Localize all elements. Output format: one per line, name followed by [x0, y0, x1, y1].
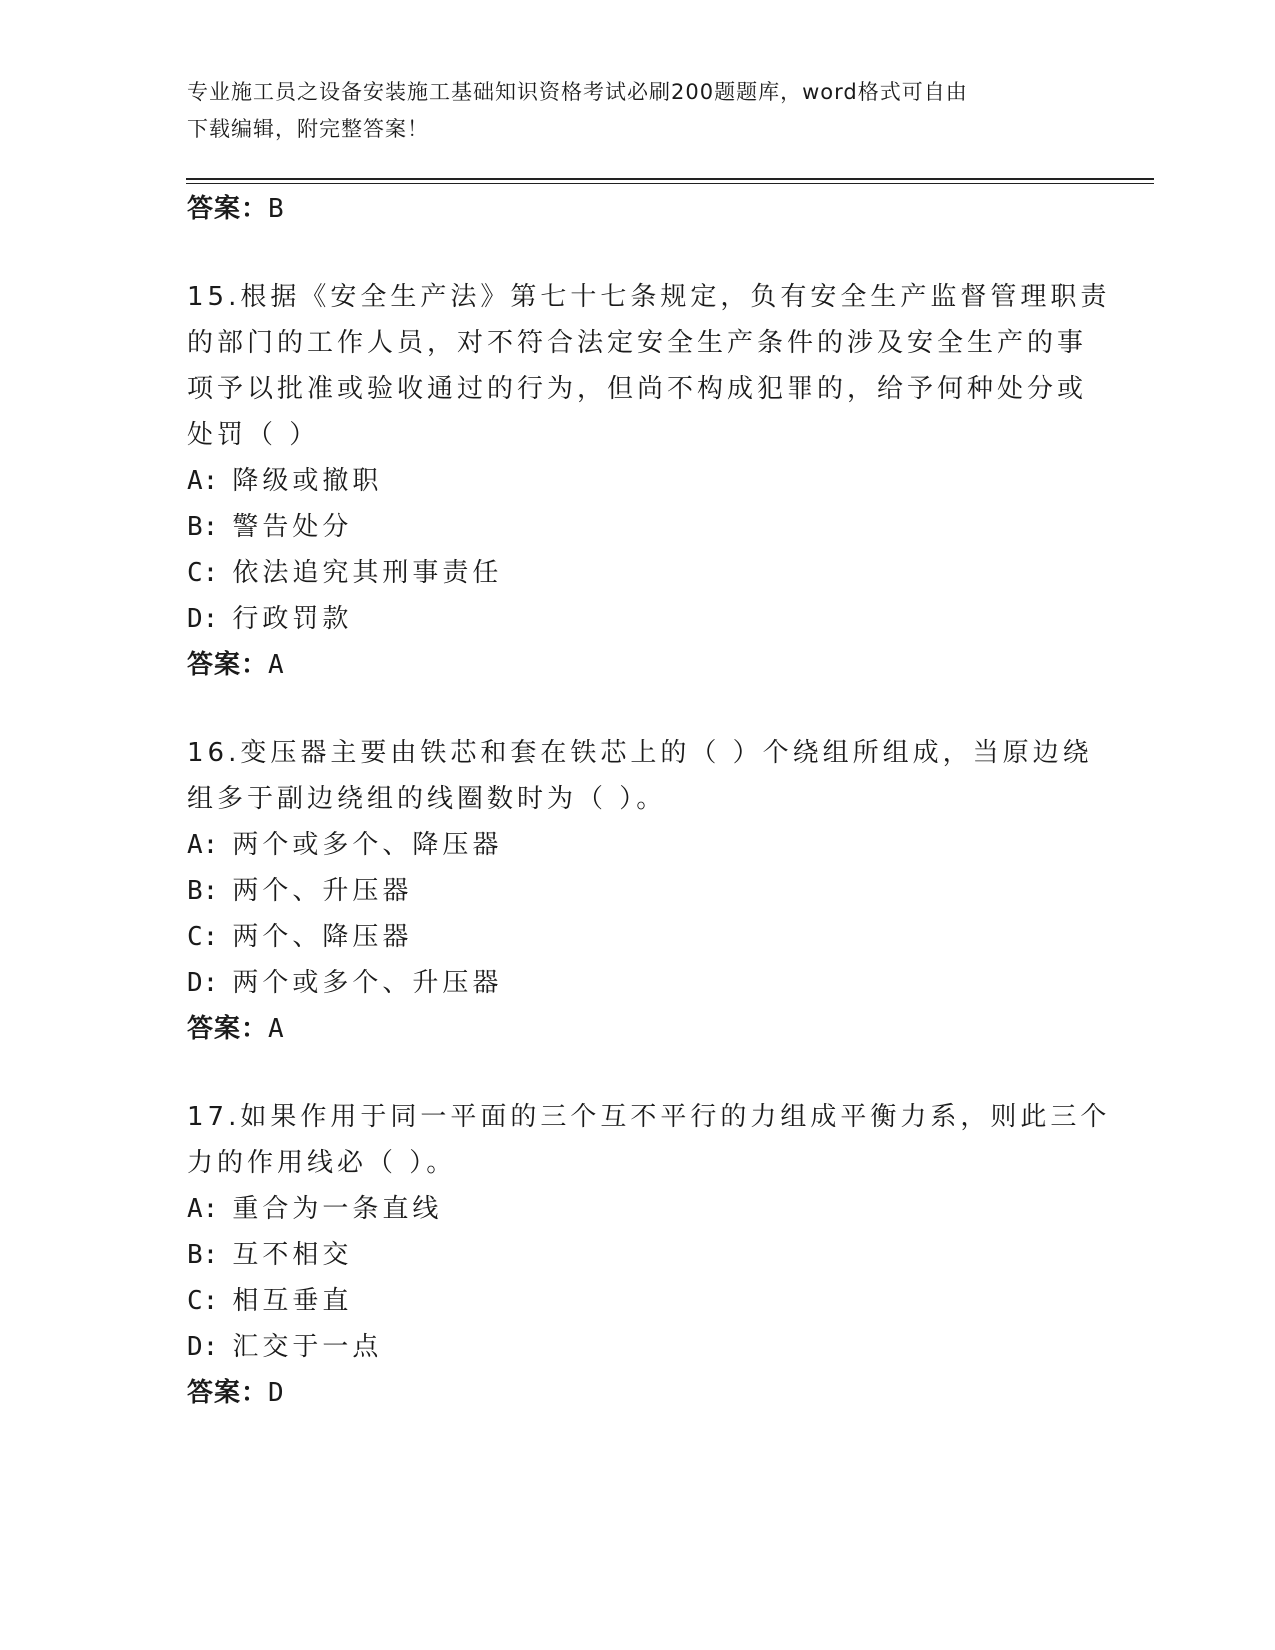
- option-text: 行政罚款: [232, 604, 353, 634]
- option-b: [187, 504, 1087, 550]
- question-text-line: 的部门的工作人员，对不符合法定安全生产条件的涉及安全生产的事: [187, 328, 1088, 358]
- header-divider-thick: [186, 178, 1154, 180]
- answer-label: 答案：: [187, 1014, 269, 1044]
- option-letter: C:: [187, 922, 219, 952]
- option-c: [187, 550, 1087, 596]
- question-text-line: 力的作用线必（ ）。: [187, 1148, 457, 1178]
- option-b: [187, 868, 1087, 914]
- question-15: [187, 274, 1111, 688]
- option-a: [187, 458, 1087, 504]
- option-d: [187, 596, 1087, 642]
- question-text-line: 17.如果作用于同一平面的三个互不平行的力组成平衡力系，则此三个: [187, 1102, 1111, 1132]
- document-header: [187, 74, 1067, 148]
- header-divider-thin: [186, 183, 1154, 184]
- option-letter: D:: [187, 968, 219, 998]
- header-line-2: 下载编辑，附完整答案！: [187, 117, 429, 141]
- option-text: 相互垂直: [232, 1286, 353, 1316]
- option-a: [187, 822, 1087, 868]
- answer-label: 答案：: [187, 1378, 269, 1408]
- option-text: 两个或多个、降压器: [232, 830, 503, 860]
- question-16: [187, 730, 1093, 1052]
- option-text: 降级或撤职: [232, 466, 383, 496]
- option-c: [187, 1278, 1087, 1324]
- option-letter: C:: [187, 1286, 219, 1316]
- option-text: 互不相交: [232, 1240, 353, 1270]
- question-content: [187, 186, 1111, 1416]
- question-answer: [187, 1006, 1087, 1052]
- option-d: [187, 1324, 1087, 1370]
- option-letter: C:: [187, 558, 219, 588]
- question-answer: [187, 1370, 1087, 1416]
- option-text: 两个、升压器: [232, 876, 413, 906]
- question-text-line: 15.根据《安全生产法》第七十七条规定，负有安全生产监督管理职责: [187, 282, 1111, 312]
- option-text: 警告处分: [232, 512, 353, 542]
- answer-value: D: [268, 1378, 285, 1408]
- answer-value: A: [268, 1014, 285, 1044]
- option-letter: B:: [187, 512, 219, 542]
- question-text-line: 项予以批准或验收通过的行为，但尚不构成犯罪的，给予何种处分或: [187, 374, 1088, 404]
- option-d: [187, 960, 1087, 1006]
- option-letter: B:: [187, 1240, 219, 1270]
- answer-label: 答案：: [187, 650, 269, 680]
- option-letter: A:: [187, 1194, 219, 1224]
- option-text: 汇交于一点: [232, 1332, 383, 1362]
- question-text-line: 16.变压器主要由铁芯和套在铁芯上的（ ）个绕组所组成，当原边绕: [187, 738, 1093, 768]
- header-line-1: 专业施工员之设备安装施工基础知识资格考试必刷200题题库，word格式可自由: [187, 80, 968, 104]
- option-letter: A:: [187, 466, 219, 496]
- option-letter: A:: [187, 830, 219, 860]
- option-b: [187, 1232, 1087, 1278]
- option-text: 两个、降压器: [232, 922, 413, 952]
- question-text-line: 处罚（ ）: [187, 420, 320, 450]
- option-text: 两个或多个、升压器: [232, 968, 503, 998]
- option-letter: D:: [187, 604, 219, 634]
- option-text: 重合为一条直线: [232, 1194, 443, 1224]
- question-text-line: 组多于副边绕组的线圈数时为（ ）。: [187, 784, 667, 814]
- question-17: [187, 1094, 1111, 1416]
- option-letter: D:: [187, 1332, 219, 1362]
- answer-label: 答案：: [187, 194, 269, 224]
- answer-value: A: [268, 650, 285, 680]
- option-a: [187, 1186, 1087, 1232]
- option-c: [187, 914, 1087, 960]
- answer-value: B: [268, 194, 285, 224]
- option-letter: B:: [187, 876, 219, 906]
- question-answer: [187, 642, 1087, 688]
- previous-answer: [187, 186, 1087, 232]
- option-text: 依法追究其刑事责任: [232, 558, 503, 588]
